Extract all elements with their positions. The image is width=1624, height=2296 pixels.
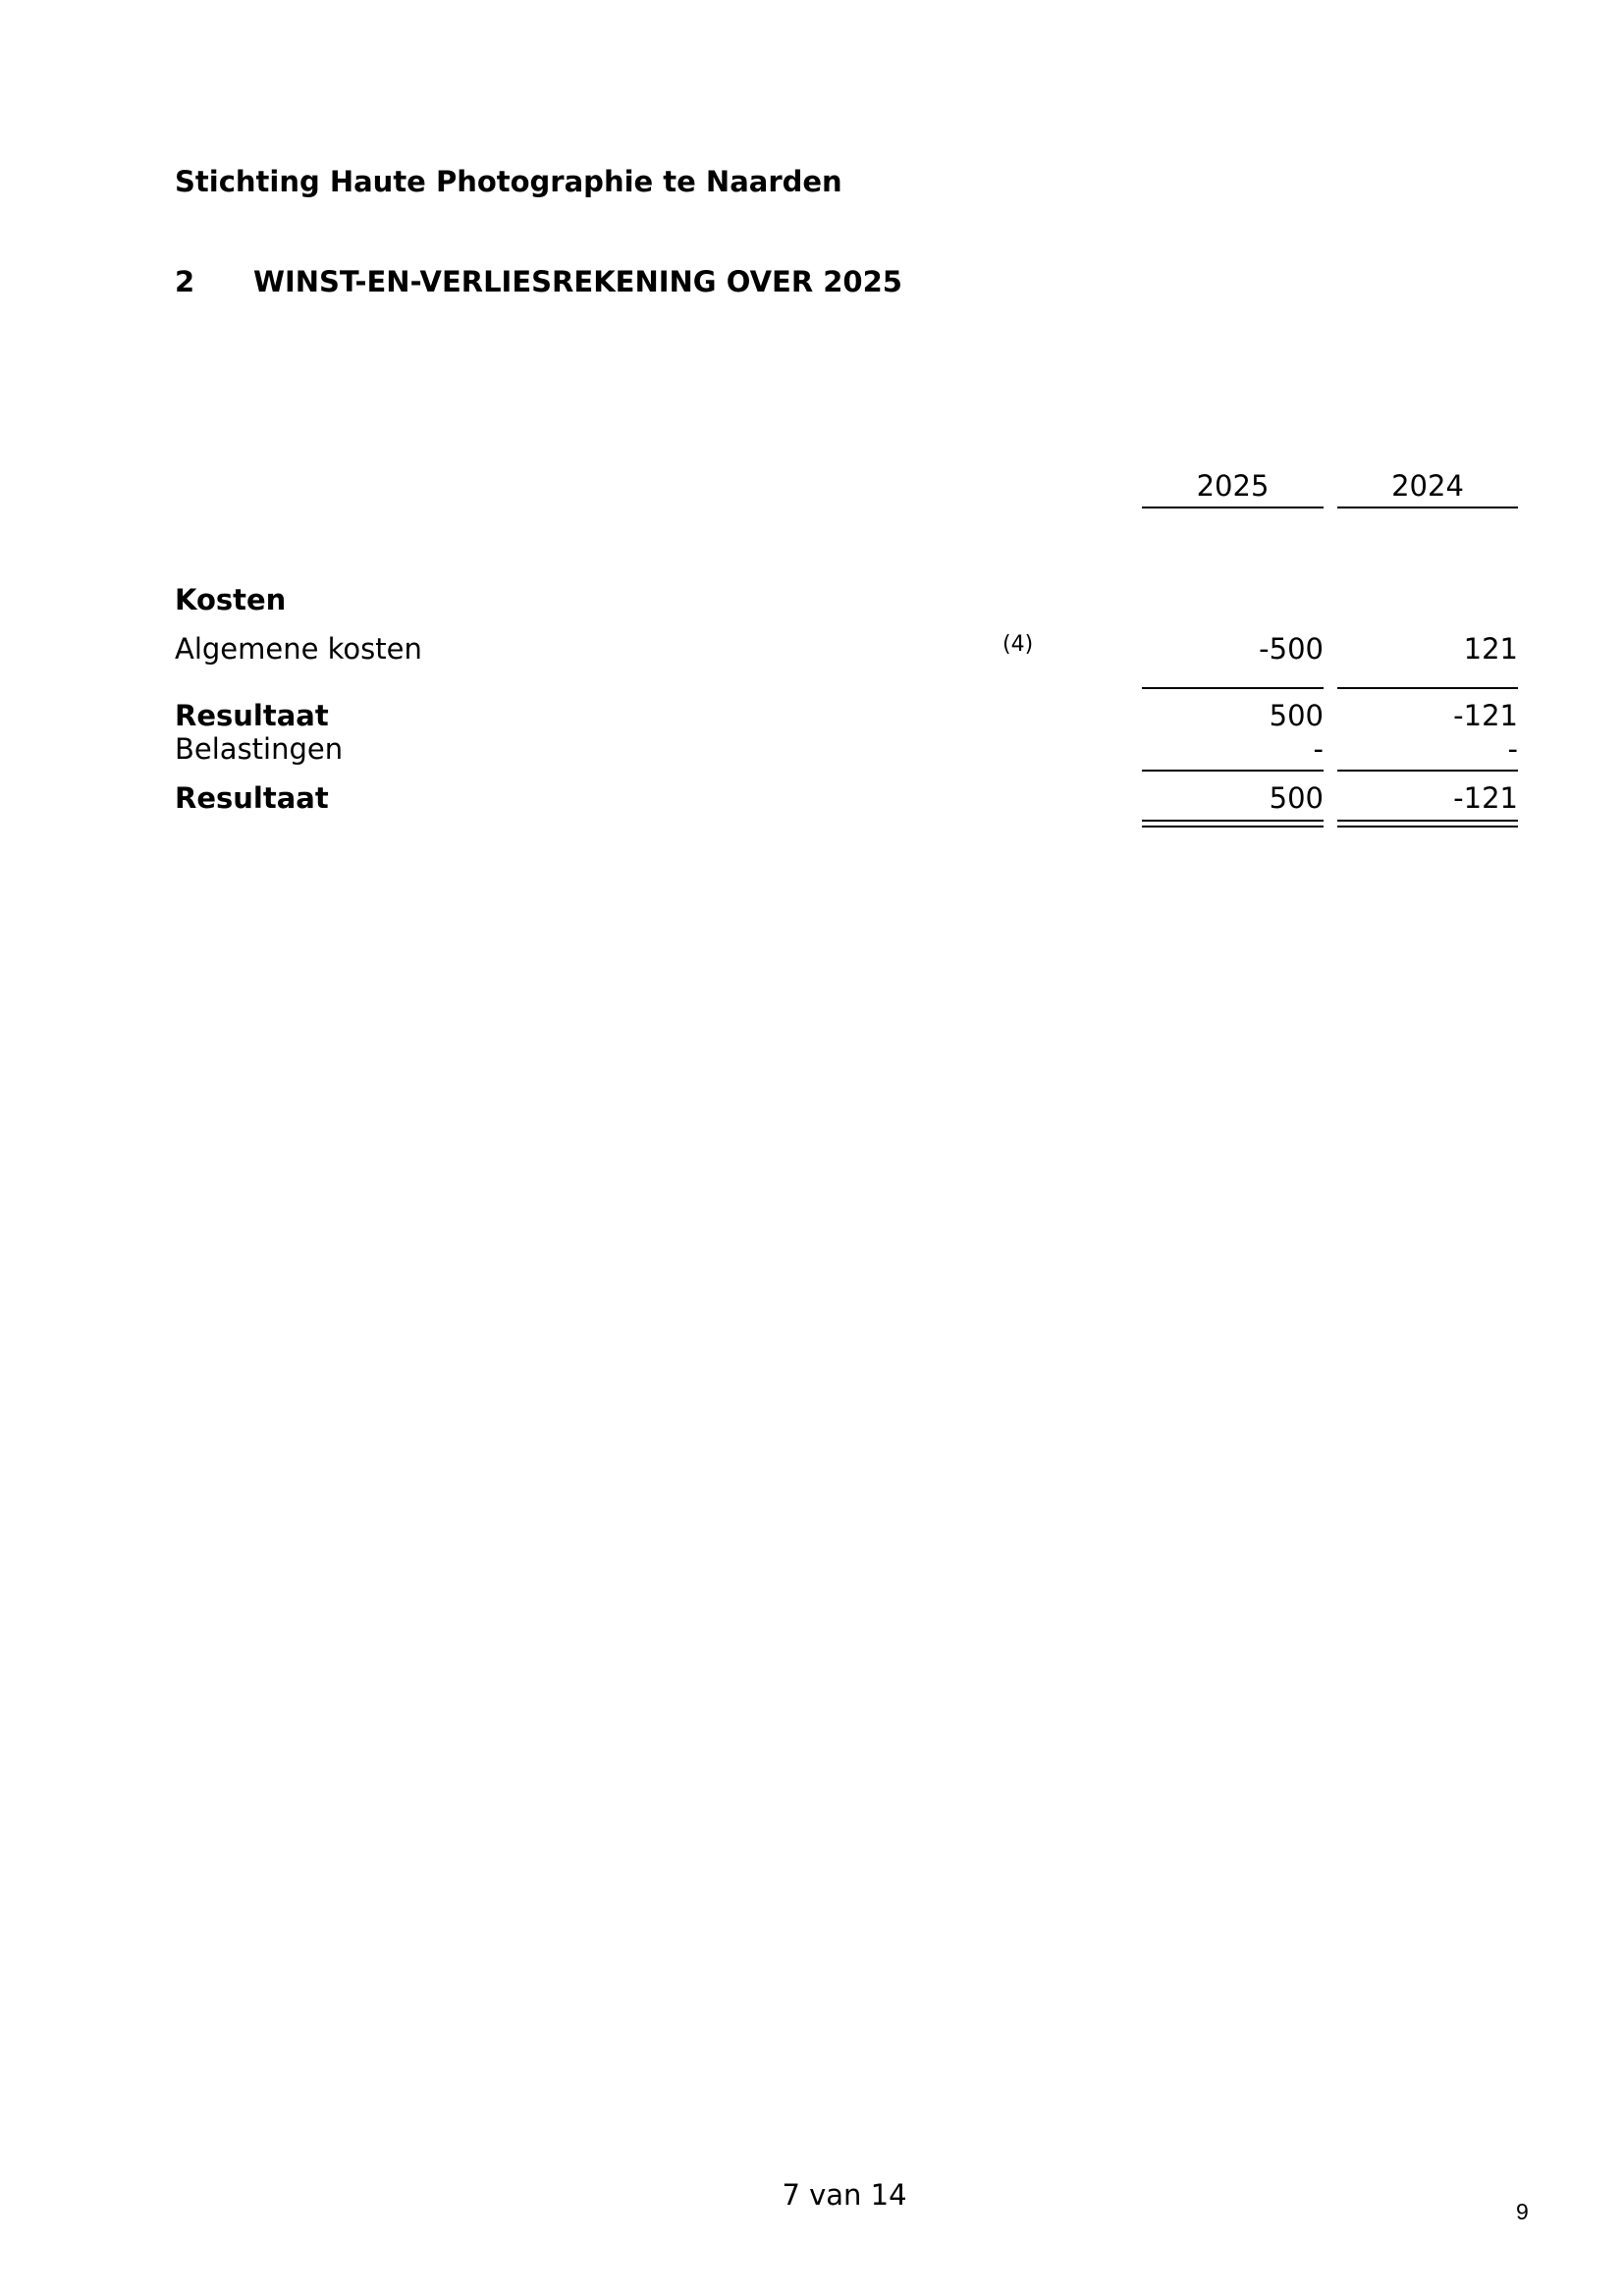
double-rule-current [1142,820,1324,828]
header-rule-previous [1337,507,1518,508]
header-rule-current [1142,507,1324,508]
value-resultaat-voor-belasting-current: 500 [1269,699,1324,732]
double-rule-previous [1337,820,1518,828]
total-rule-current [1142,770,1324,772]
kosten-heading: Kosten [175,583,287,616]
row-label-resultaat: Resultaat [175,781,329,815]
page-counter: 7 van 14 [782,2178,907,2212]
value-belastingen-current: - [1313,732,1324,766]
row-label-algemene-kosten: Algemene kosten [175,632,422,666]
column-header-previous-year: 2024 [1391,469,1464,503]
value-resultaat-current: 500 [1269,781,1324,815]
value-resultaat-previous: -121 [1453,781,1518,815]
row-label-resultaat-voor-belasting: Resultaat [175,699,329,732]
value-belastingen-previous: - [1507,732,1518,766]
value-algemene-kosten-previous: 121 [1463,632,1518,666]
row-label-belastingen: Belastingen [175,732,344,766]
subtotal-rule-current [1142,687,1324,689]
section-title: WINST-EN-VERLIESREKENING OVER 2025 [253,265,902,298]
total-rule-previous [1337,770,1518,772]
organization-name: Stichting Haute Photographie te Naarden [175,165,842,198]
subtotal-rule-previous [1337,687,1518,689]
value-resultaat-voor-belasting-previous: -121 [1453,699,1518,732]
note-reference: (4) [1002,632,1034,657]
page-number: 9 [1516,2199,1529,2224]
value-algemene-kosten-current: -500 [1259,632,1324,666]
section-number: 2 [175,265,195,298]
column-header-current-year: 2025 [1196,469,1270,503]
